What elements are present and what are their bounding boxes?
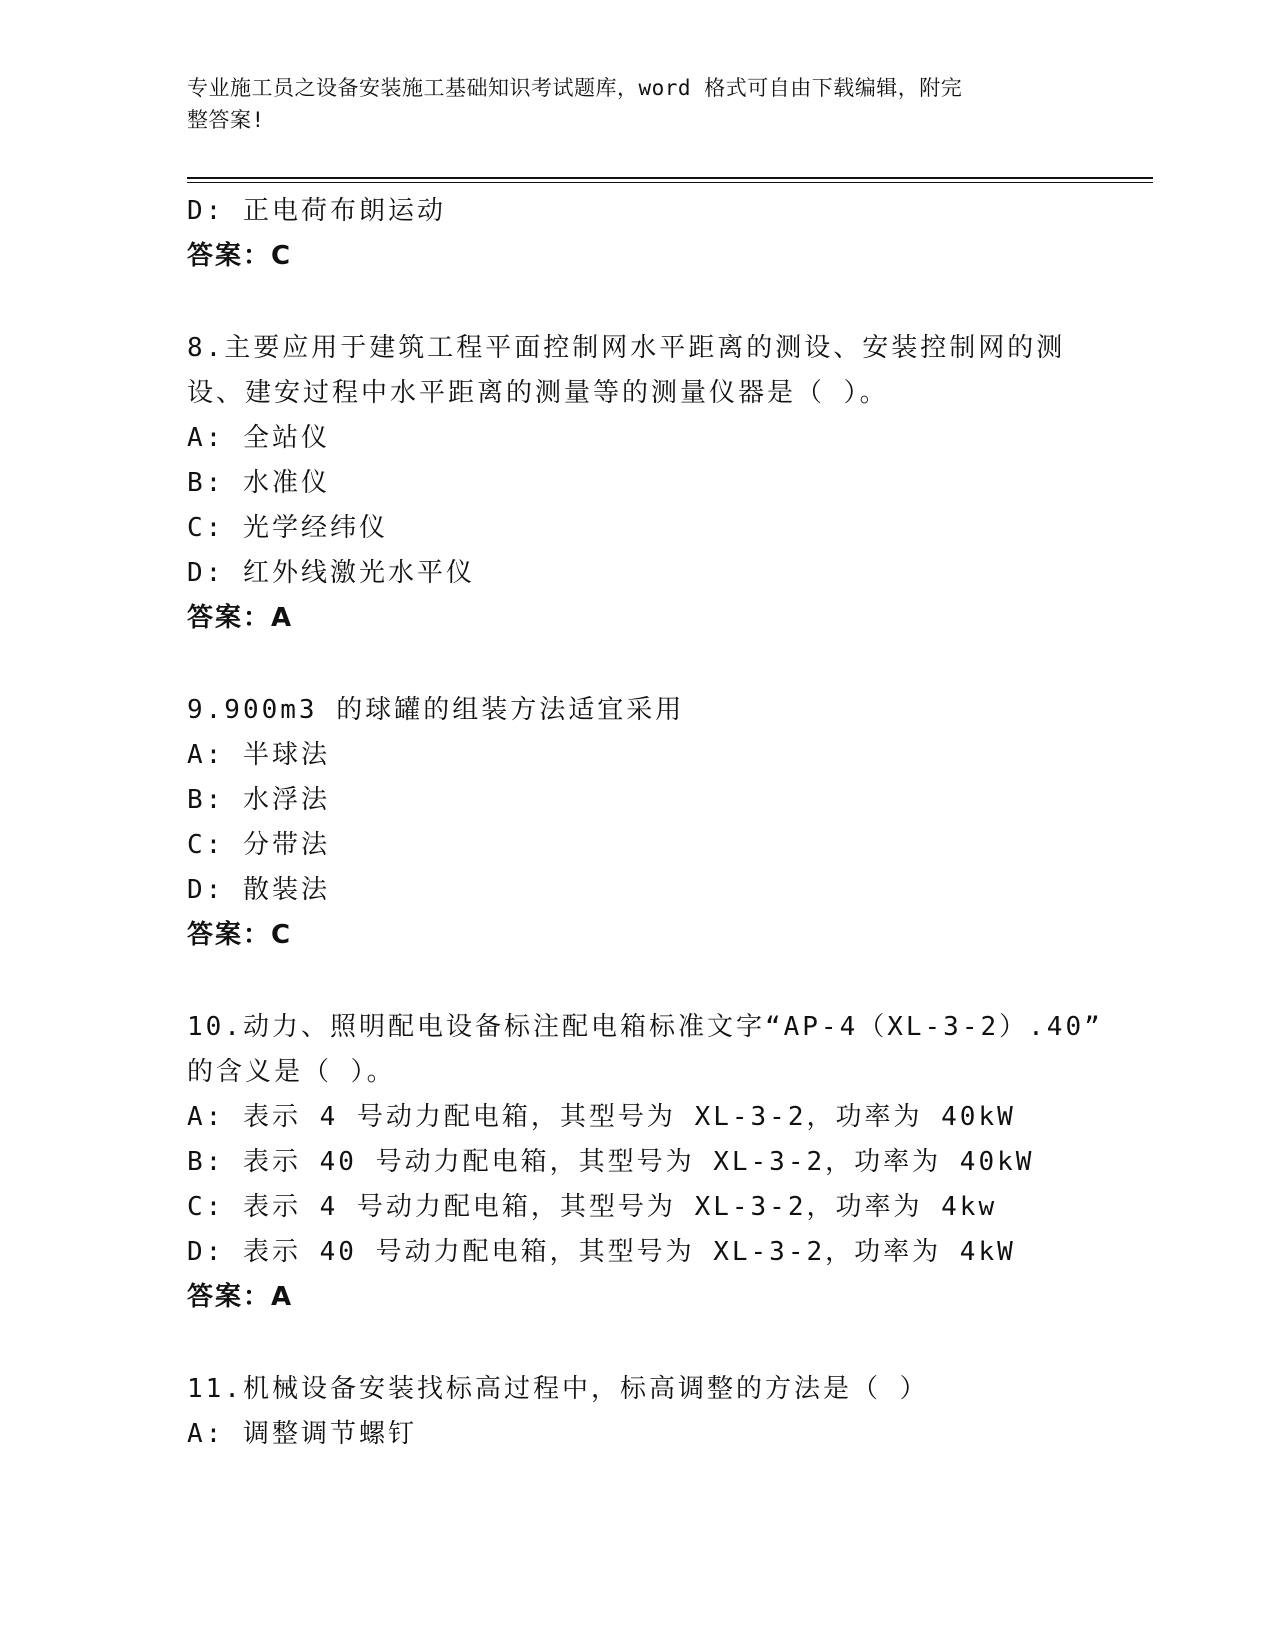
option-b: B: 水准仪 [187,468,330,498]
option-a: A: 表示 4 号动力配电箱，其型号为 XL-3-2，功率为 40kW [187,1102,1016,1132]
header-rule-thick [187,177,1153,179]
option-b: B: 表示 40 号动力配电箱，其型号为 XL-3-2，功率为 40kW [187,1147,1035,1177]
question-stem-line-2: 设、建安过程中水平距离的测量等的测量仪器是（ ）。 [187,378,889,408]
option-c: C: 表示 4 号动力配电箱，其型号为 XL-3-2，功率为 4kw [187,1192,998,1222]
header-line-2: 整答案! [187,108,265,132]
question-stem-line-1: 10.动力、照明配电设备标注配电箱标准文字“AP-4（XL-3-2）.40” [187,1012,1103,1042]
question-list [187,189,1103,1457]
answer: 答案：C [187,241,293,271]
option-c: C: 分带法 [187,830,330,860]
option-b: B: 水浮法 [187,785,330,815]
question-stem-line-1: 8.主要应用于建筑工程平面控制网水平距离的测设、安装控制网的测 [187,333,1066,363]
question-10 [187,1005,1103,1320]
option-d: D: 表示 40 号动力配电箱，其型号为 XL-3-2，功率为 4kW [187,1237,1016,1267]
option-a: A: 全站仪 [187,423,330,453]
answer: 答案：A [187,1282,294,1312]
question-stem: 11.机械设备安装找标高过程中，标高调整的方法是（ ） [187,1374,929,1404]
document-header [187,72,1087,136]
option-d: D: 红外线激光水平仪 [187,558,475,588]
question-9 [187,688,1087,958]
option-c: C: 光学经纬仪 [187,513,388,543]
question-stem-line-2: 的含义是（ ）。 [187,1057,396,1087]
option-d: D: 散装法 [187,875,330,905]
option-a: A: 调整调节螺钉 [187,1419,417,1449]
question-7 [187,189,1087,279]
question-stem: 9.900m3 的球罐的组装方法适宜采用 [187,695,685,725]
question-11 [187,1367,1087,1457]
answer: 答案：C [187,920,293,950]
option-d: D: 正电荷布朗运动 [187,196,446,226]
question-8 [187,326,1087,641]
header-line-1: 专业施工员之设备安装施工基础知识考试题库，word 格式可自由下载编辑，附完 [187,76,963,100]
option-a: A: 半球法 [187,740,330,770]
answer: 答案：A [187,603,294,633]
header-rule-thin [187,182,1153,183]
